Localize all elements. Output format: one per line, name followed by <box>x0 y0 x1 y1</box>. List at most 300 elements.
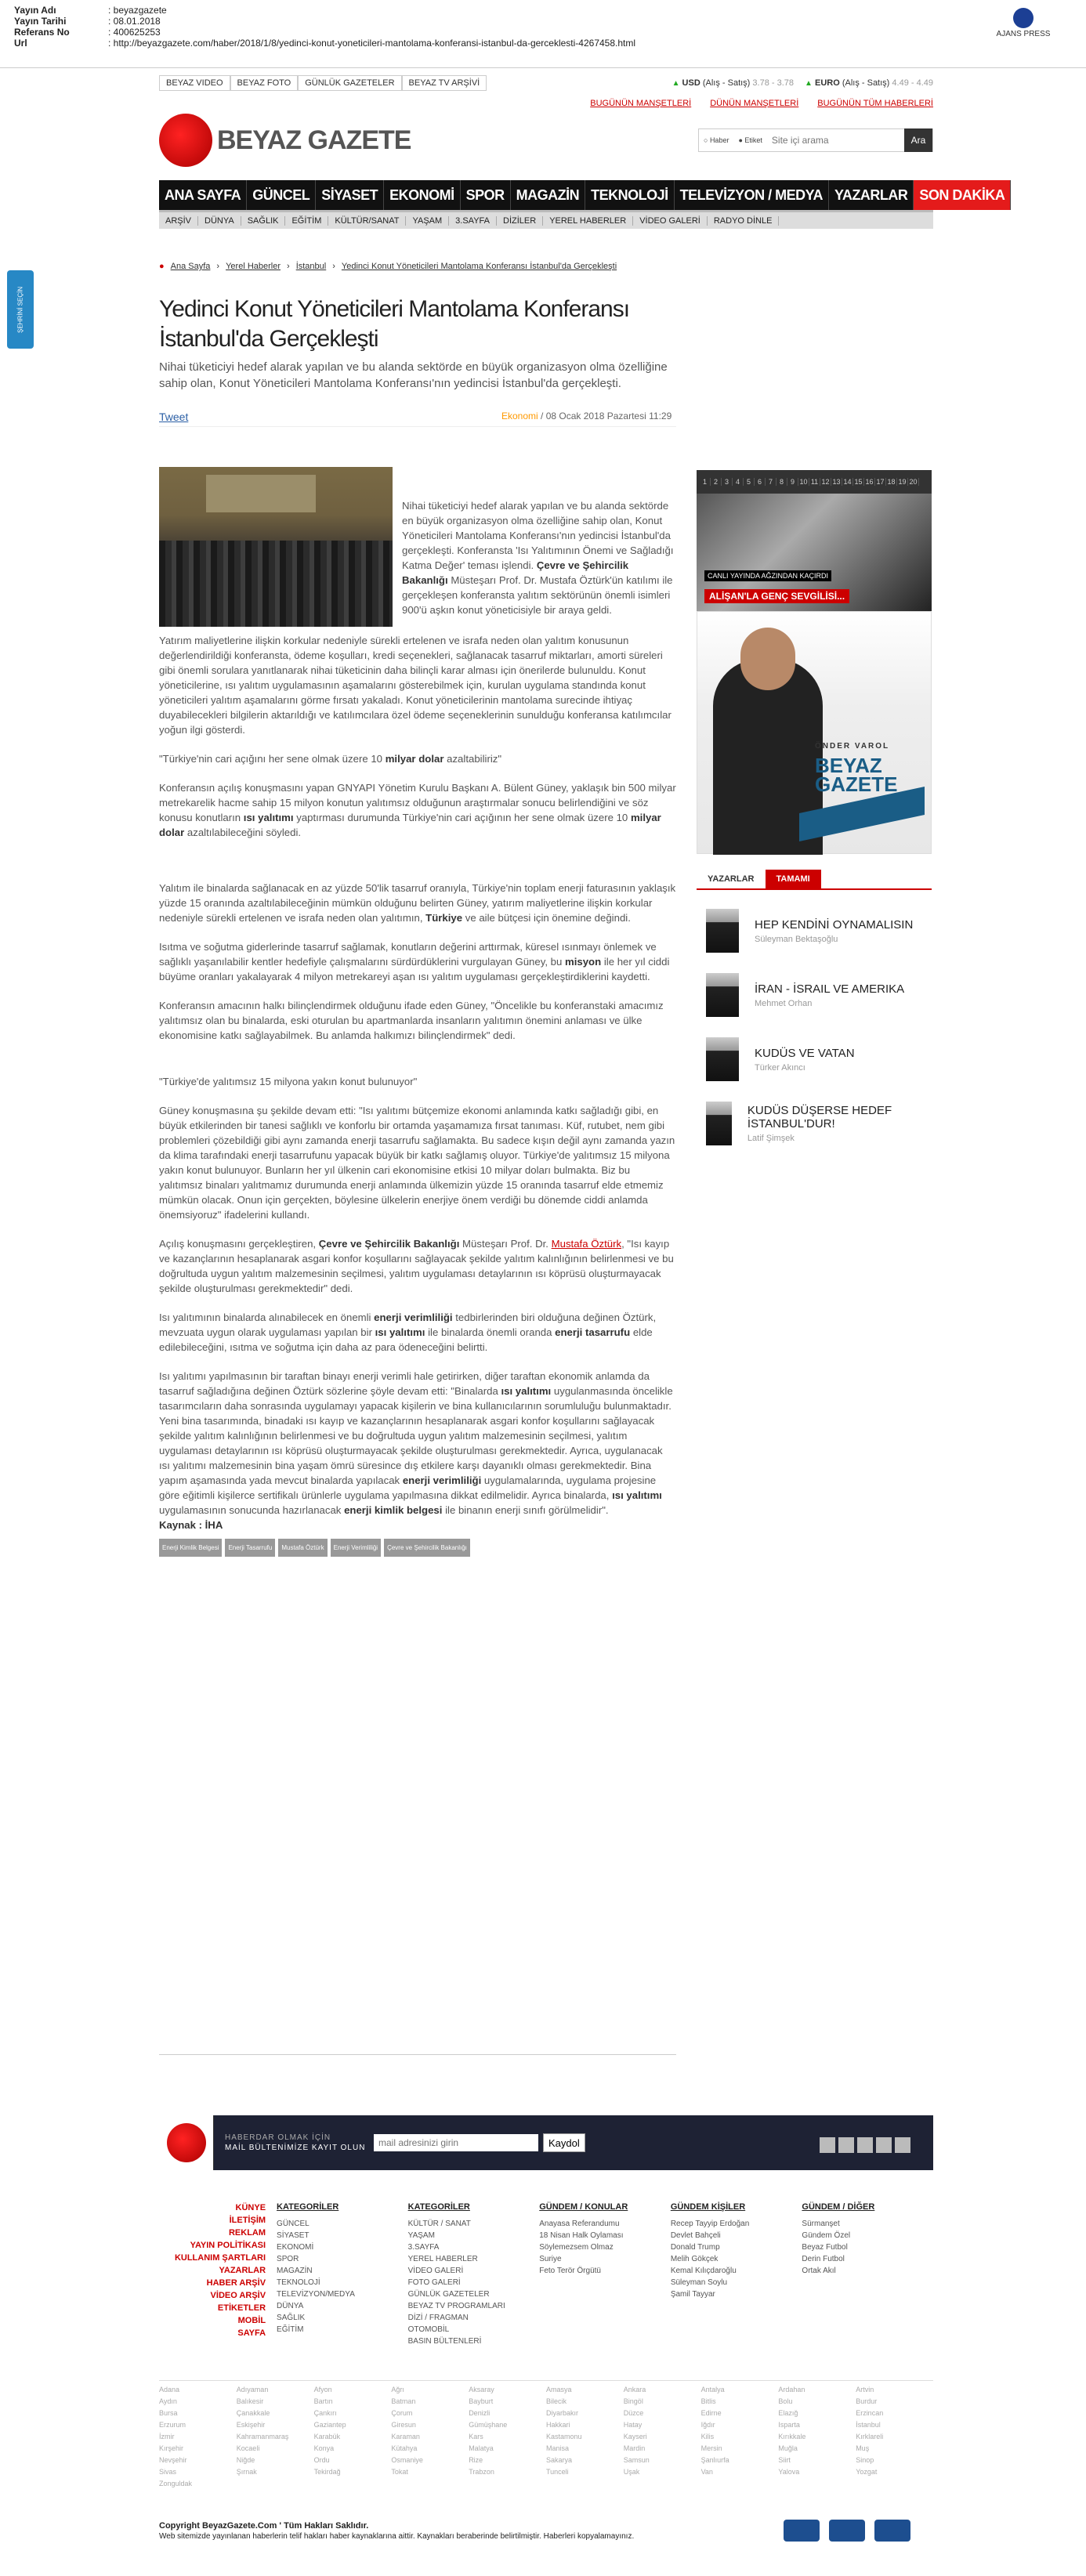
city-link[interactable]: Denizli <box>469 2409 491 2417</box>
city-link[interactable]: Sivas <box>159 2468 177 2476</box>
footer-col-heading[interactable]: KATEGORİLER <box>407 2202 470 2212</box>
city-link[interactable]: Ardahan <box>778 2386 805 2393</box>
footer-link[interactable]: SAYFA <box>237 2328 266 2338</box>
text: "Türkiye'nin cari açığını her sene olmak üzere 10 <box>159 753 383 765</box>
footer-col-link[interactable]: YEREL HABERLER <box>407 2255 478 2263</box>
footer-col-link[interactable]: DÜNYA <box>277 2302 304 2310</box>
footer-col-link[interactable]: FOTO GALERİ <box>407 2278 461 2287</box>
footer-col-link[interactable]: Donald Trump <box>670 2243 720 2252</box>
breadcrumb <box>159 262 617 271</box>
city-link[interactable]: Burdur <box>856 2397 878 2405</box>
city-link[interactable]: Kırklareli <box>856 2433 884 2440</box>
city-link[interactable]: Adana <box>159 2386 180 2393</box>
footer-columns <box>159 2202 933 2347</box>
footer-col-link[interactable]: Feto Terör Örgütü <box>539 2267 601 2275</box>
paragraph <box>159 939 676 984</box>
footer-col-link[interactable]: OTOMOBİL <box>407 2325 450 2334</box>
city-link[interactable]: Tekirdağ <box>313 2468 341 2476</box>
text: ile binalarda önemli oranda <box>428 1326 552 1338</box>
publish-date: / 08 Ocak 2018 Pazartesi 11:29 <box>541 411 672 421</box>
city-link[interactable]: Bingöl <box>623 2397 643 2405</box>
city-link[interactable]: Şanlıurfa <box>700 2456 729 2464</box>
footer-col-link[interactable]: KÜLTÜR / SANAT <box>407 2220 471 2228</box>
footer-col-link[interactable]: Anayasa Referandumu <box>539 2220 620 2228</box>
pager-item[interactable]: 19 <box>897 478 908 486</box>
footer-col-link[interactable]: 3.SAYFA <box>407 2243 440 2252</box>
footer-col-link[interactable]: TELEVİZYON/MEDYA <box>277 2290 355 2299</box>
text: ile her yıl ciddi büyüme oranları yakalayarak 4 milyon metrekareyi aşan ısı yalıtım uygulaması gerçekleştirdiklerini kaydetti. <box>159 956 670 982</box>
city-link[interactable]: Artvin <box>856 2386 874 2393</box>
newsletter-bar <box>159 2115 933 2170</box>
writer-item[interactable] <box>697 971 932 1018</box>
logo-ball-icon <box>167 2123 206 2162</box>
writer-title: KUDÜS VE VATAN <box>755 1046 855 1060</box>
footer-col-link[interactable]: Kemal Kılıçdaroğlu <box>670 2267 737 2275</box>
columnist-banner[interactable] <box>697 611 932 854</box>
writer-author: Mehmet Orhan <box>755 998 813 1008</box>
category-link[interactable]: Ekonomi <box>501 411 538 421</box>
pager-item[interactable]: 5 <box>744 478 755 486</box>
crumb-home[interactable]: Ana Sayfa <box>170 262 211 271</box>
text: uygulanmasında öncelikle tasarımcıların daha sonrasında uygulamayı yapacak kişilerin ve bina kullanıcılarının sorumluluğu bulunmaktadır. Yeni bina tasarımında, binadaki ısı kayıp ve kazançlarının hesaplanarak asgari konfor koşullarını sağlayacak şekilde yalıtım kalınlığının belirlenmesi ve bu doğrultuda uygun yalıtım malzemesinin seçilmesi, yalıtım uygulaması detaylarının ısı köprüsü oluşturmayacak şekilde oluşturulması gerekmektedir. Ayrıca, uygulanacak ısı yalıtımı malzemesinin bina yaşam ömrü süresince dış etkilere karşı dayanıklı olması gerekmektedir. Bina yapım aşamasında yada mevcut binalarda yapılacak <box>159 1385 673 1486</box>
footer-col-link[interactable]: Derin Futbol <box>802 2255 845 2263</box>
city-link[interactable]: Kastamonu <box>546 2433 582 2440</box>
city-link[interactable]: Bitlis <box>700 2397 716 2405</box>
bold-text: Türkiye <box>425 912 463 924</box>
city-link[interactable]: Çankırı <box>313 2409 337 2417</box>
arrow-up-icon: ▲ <box>672 79 680 88</box>
pager-item[interactable]: 11 <box>809 478 820 486</box>
city-link[interactable]: Ordu <box>313 2456 330 2464</box>
city-link[interactable]: Sinop <box>856 2456 874 2464</box>
city-link[interactable]: Trabzon <box>469 2468 494 2476</box>
city-link[interactable]: Afyon <box>313 2386 332 2393</box>
city-link[interactable]: Diyarbakır <box>546 2409 579 2417</box>
city-link[interactable]: Kars <box>469 2433 483 2440</box>
footer-link[interactable]: KULLANIM ŞARTLARI <box>174 2253 266 2263</box>
footer-col-link[interactable]: Melih Gökçek <box>670 2255 719 2263</box>
arrow-up-icon: ▲ <box>805 79 813 88</box>
footer-col-link[interactable]: SİYASET <box>277 2231 310 2240</box>
search-input[interactable] <box>767 129 904 151</box>
pager-item[interactable]: 9 <box>787 478 798 486</box>
tag[interactable]: Enerji Kimlik Belgesi <box>159 1539 222 1557</box>
subnav-3sayfa[interactable]: 3.SAYFA <box>449 216 497 226</box>
footer-col-link[interactable]: Süleyman Soylu <box>670 2278 728 2287</box>
subnav-egitim[interactable]: EĞİTİM <box>285 216 328 226</box>
text: elde edilebileceğini, ısıtma ve soğutma için daha az para ödeneceğini belirtti. <box>159 1326 653 1353</box>
subnav-video[interactable]: VİDEO GALERİ <box>633 216 708 226</box>
city-link[interactable]: Rize <box>469 2456 483 2464</box>
footer-col-link[interactable]: YAŞAM <box>407 2231 435 2240</box>
writer-item[interactable] <box>697 1036 932 1083</box>
pager-item[interactable]: 10 <box>798 478 809 486</box>
pager-item[interactable]: 6 <box>755 478 766 486</box>
headline-links <box>159 99 933 108</box>
nav-ekonomi[interactable]: EKONOMİ <box>384 180 461 210</box>
usd-label: USD <box>682 78 700 88</box>
footer-col-link[interactable]: GÜNLÜK GAZETELER <box>407 2290 490 2299</box>
footer-col-link[interactable]: MAGAZİN <box>277 2267 313 2275</box>
footer-col-link[interactable]: SAĞLIK <box>277 2314 306 2322</box>
footer-col-link[interactable]: EKONOMİ <box>277 2243 314 2252</box>
footer-link[interactable]: YAZARLAR <box>219 2266 266 2275</box>
avatar <box>706 909 739 953</box>
partner-logo[interactable] <box>784 2520 820 2542</box>
usd-rate <box>672 78 794 88</box>
pager-item[interactable]: 4 <box>733 478 744 486</box>
city-link[interactable]: Hatay <box>623 2421 643 2429</box>
writer-title: KUDÜS DÜŞERSE HEDEF İSTANBUL'DUR! <box>747 1104 892 1131</box>
writer-title: İRAN - İSRAIL VE AMERIKA <box>755 982 905 996</box>
city-link[interactable]: Çanakkale <box>236 2409 270 2417</box>
tag[interactable]: Mustafa Öztürk <box>278 1539 327 1557</box>
pager-item[interactable]: 20 <box>908 478 919 486</box>
partner-logo[interactable] <box>829 2520 865 2542</box>
subnav-saglik[interactable]: SAĞLIK <box>241 216 286 226</box>
footer-col <box>671 2202 802 2347</box>
city-link[interactable]: Kütahya <box>391 2444 418 2452</box>
text: , "Isı kayıp ve kazançlarının hesaplanarak asgari konfor koşullarını sağlayacak şekilde yalıtım kalınlığının belirlenmesi ve bu doğrultuda uygun yalıtım malzemesinin seçilmesi, yalıtım uygulaması detaylarının ısı köprüsü oluşturmayacak şekilde oluşturulması gerekmektedir" dedi. <box>159 1238 674 1294</box>
opt-label: Etiket <box>744 136 762 144</box>
city-link[interactable]: Bilecik <box>546 2397 567 2405</box>
footer-col-heading[interactable]: GÜNDEM / DİĞER <box>802 2202 875 2212</box>
city-link[interactable]: Adıyaman <box>236 2386 269 2393</box>
city-link[interactable]: Ağrı <box>391 2386 404 2393</box>
twitter-icon[interactable] <box>820 2137 835 2153</box>
city-link[interactable]: Amasya <box>546 2386 572 2393</box>
crumb-sep: › <box>216 262 220 271</box>
city-link[interactable]: Kahramanmaraş <box>236 2433 289 2440</box>
footer-col-heading[interactable]: GÜNDEM / KONULAR <box>539 2202 628 2212</box>
paragraph <box>159 1310 676 1355</box>
city-link[interactable]: Düzce <box>623 2409 644 2417</box>
city-link[interactable]: Mersin <box>700 2444 722 2452</box>
city-link[interactable]: Balıkesir <box>236 2397 264 2405</box>
city-link[interactable]: Uşak <box>623 2468 640 2476</box>
rss-icon[interactable] <box>895 2137 910 2153</box>
footer-col-link[interactable]: Sürmanşet <box>802 2220 840 2228</box>
footer-link[interactable]: REKLAM <box>228 2228 266 2238</box>
search-button[interactable]: Ara <box>904 128 932 152</box>
city-link[interactable]: Siirt <box>778 2456 791 2464</box>
subnav-yasam[interactable]: YAŞAM <box>406 216 449 226</box>
city-link[interactable]: Karabük <box>313 2433 341 2440</box>
youtube-icon[interactable] <box>876 2137 892 2153</box>
text: Nihai tüketiciyi hedef alarak yapılan ve bu alanda sektörde en büyük organizasyon olma özelliğine sahip olan, Konut Yöneticileri Mantolama Konferansı'nın yedincisi İstanbul'da gerçekleşti. Konferansta 'Isı Yalıtımının Önemi ve Sağladığı Katma Değer' teması işlendi. <box>402 500 674 571</box>
text: Müsteşarı Prof. Dr. Mustafa Öztürk'ün katılımı ile gerçekleşen konferansta yalıtım sektörünün önemli isimleri 900'ü aşkın konut yöneticisiyle bir araya geldi. <box>402 574 673 616</box>
article-body <box>159 467 676 1557</box>
tag[interactable]: Çevre ve Şehircilik Bakanlığı <box>384 1539 470 1557</box>
paragraph <box>159 1369 676 1518</box>
nav-spor[interactable]: SPOR <box>461 180 511 210</box>
text: Açılış konuşmasını gerçekleştiren, <box>159 1238 317 1250</box>
city-link[interactable]: Isparta <box>778 2421 800 2429</box>
footer-col-link[interactable]: BEYAZ TV PROGRAMLARI <box>407 2302 505 2310</box>
city-link[interactable]: Kırıkkale <box>778 2433 806 2440</box>
city-link[interactable]: Zonguldak <box>159 2480 193 2487</box>
city-link[interactable]: Mardin <box>623 2444 646 2452</box>
bold-text: ısı yalıtımı <box>243 812 294 823</box>
link-tum-haberler[interactable]: BUGÜNÜN TÜM HABERLERİ <box>817 99 933 108</box>
nav-teknoloji[interactable]: TEKNOLOJİ <box>585 180 675 210</box>
text: azaltabiliriz" <box>447 753 502 765</box>
city-link[interactable]: Giresun <box>391 2421 416 2429</box>
text: uygulamasının sonucunda hazırlanacak <box>159 1504 342 1516</box>
city-select-tab[interactable]: ŞEHRİNİ SEÇİN <box>7 270 34 349</box>
city-link[interactable]: Aydın <box>159 2397 177 2405</box>
social-links <box>820 2137 910 2153</box>
subnav-yerel[interactable]: YEREL HABERLER <box>543 216 633 226</box>
nav-siyaset[interactable]: SİYASET <box>316 180 384 210</box>
copyright <box>159 2521 634 2542</box>
city-link[interactable]: Erzincan <box>856 2409 884 2417</box>
footer-link[interactable]: KÜNYE <box>235 2203 266 2212</box>
crumb-yerel[interactable]: Yerel Haberler <box>226 262 281 271</box>
city-link[interactable]: Kayseri <box>623 2433 647 2440</box>
city-link[interactable]: Kırşehir <box>159 2444 184 2452</box>
footer-link[interactable]: ETİKETLER <box>217 2303 266 2313</box>
footer-col-link[interactable]: BASIN BÜLTENLERİ <box>407 2337 482 2346</box>
top-link-foto[interactable]: BEYAZ FOTO <box>230 75 299 91</box>
city-link[interactable]: Nevşehir <box>159 2456 187 2464</box>
city-link[interactable]: Edirne <box>700 2409 722 2417</box>
footer-logo[interactable] <box>159 2115 214 2170</box>
footer-col-link[interactable]: DİZİ / FRAGMAN <box>407 2314 469 2322</box>
meta-value: : beyazgazete <box>108 5 167 16</box>
city-link[interactable]: Antalya <box>700 2386 725 2393</box>
writer-item[interactable] <box>697 1100 932 1147</box>
footer-link[interactable]: HABER ARŞİV <box>206 2278 266 2288</box>
text: uygulamalarında, uygulama projesine göre eğitimli kişilerce sertifikalı ürünlerle uygulama yapılmasına dikkat edilmelidir. Ayrıca binalarda, <box>159 1474 657 1501</box>
pager-item[interactable]: 13 <box>831 478 842 486</box>
city-link[interactable]: Konya <box>313 2444 335 2452</box>
text: Isı yalıtımının binalarda alınabilecek en önemli <box>159 1312 371 1323</box>
crumb-istanbul[interactable]: İstanbul <box>295 262 327 271</box>
city-link[interactable]: Manisa <box>546 2444 570 2452</box>
crumb-current[interactable]: Yedinci Konut Yöneticileri Mantolama Konferansı İstanbul'da Gerçekleşti <box>341 262 617 271</box>
city-link[interactable]: İstanbul <box>856 2421 881 2429</box>
meta-key: Referans No <box>14 27 70 38</box>
city-link[interactable]: Muğla <box>778 2444 798 2452</box>
city-link[interactable]: Tokat <box>391 2468 408 2476</box>
writer-item[interactable] <box>697 907 932 954</box>
text: ve aile bütçesi için önemine değindi. <box>465 912 631 924</box>
city-link[interactable]: Malatya <box>469 2444 494 2452</box>
city-link[interactable]: Bursa <box>159 2409 178 2417</box>
bold-text: milyar dolar <box>385 753 444 765</box>
link-bugun-mansetler[interactable]: BUGÜNÜN MANŞETLERİ <box>590 99 692 108</box>
paragraph: Güney konuşmasına şu şekilde devam etti: "Isı yalıtımı bütçemize ekonomi anlamında katkı sağladığı gibi, en büyük etkilerinden bir tanesi sağlıklı ve konforlu bir ortamda yaşamamıza fırsat tanıması. Küf, rutubet, nem gibi problemleri çözebildiği gibi aynı zamanda enerji tasarrufu sağlamakta. Bu sadece kışın değil aynı zamanda yazın da klima tarafındaki enerji tasarrufunu yapacak büyük bir katkı sağlamış oluyor. Türkiye'de yalıtımsız 15 milyona yakın konut bulunuyor. Bunların her yıl ülkenin cari ekonomisine etkisi 10 milyar doları bulmakta. Biz bu yalıtımsız binaları yalıtmamız durumunda enerji anlamında ülkemizin yüzde 15 oranında tasarruf elde etmemiz mümkün olacak. Onun için gerçekten, böylesine ülkelerin enerjiye önem verdiği bu dönemde ciddi anlamda önemsiyoruz" ifadelerini kullandı. <box>159 1105 675 1221</box>
eur-value: 4.49 - 4.49 <box>892 78 933 88</box>
top-link-gazeteler[interactable]: GÜNLÜK GAZETELER <box>298 75 401 91</box>
site-logo[interactable] <box>159 114 411 167</box>
city-link[interactable]: Niğde <box>236 2456 255 2464</box>
footer-col-link[interactable]: Recep Tayyip Erdoğan <box>670 2220 750 2228</box>
city-link[interactable]: Aksaray <box>469 2386 494 2393</box>
text: Isıtma ve soğutma giderlerinde tasarruf sağlamak, konutların değerini arttırmak, küresel ısınmayı önlemek ve sağlıklı yaşanılabilir kentler hedefiyle çalışmalarını sürdürdüklerini vurgulayan Güney, bu <box>159 941 657 968</box>
city-link[interactable]: Kilis <box>700 2433 715 2440</box>
tweet-button[interactable]: Tweet <box>159 411 189 423</box>
footer-col-link[interactable]: 18 Nisan Halk Oylaması <box>539 2231 624 2240</box>
subnav-diziler[interactable]: DİZİLER <box>497 216 543 226</box>
link-dun-mansetler[interactable]: DÜNÜN MANŞETLERİ <box>710 99 799 108</box>
tab-tamami[interactable]: TAMAMI <box>766 870 821 888</box>
partner-logo[interactable] <box>874 2520 910 2542</box>
usd-note: (Alış - Satış) <box>702 78 751 88</box>
city-link[interactable]: Yalova <box>778 2468 800 2476</box>
footer-col-link[interactable]: TEKNOLOJİ <box>277 2278 320 2287</box>
bold-text: ısı yalıtımı <box>501 1385 552 1397</box>
footer-link[interactable]: MOBİL <box>237 2316 266 2325</box>
text: Müsteşarı Prof. Dr. <box>462 1238 548 1250</box>
gallery-slide[interactable] <box>697 494 932 611</box>
pager-item[interactable]: 16 <box>864 478 875 486</box>
city-link[interactable]: Çorum <box>391 2409 413 2417</box>
search-option-haber[interactable]: ○ Haber <box>704 136 729 144</box>
facebook-icon[interactable] <box>838 2137 854 2153</box>
pager-item[interactable]: 15 <box>853 478 864 486</box>
banner-name: ÖNDER VAROL <box>815 742 890 751</box>
footer-col <box>802 2202 933 2347</box>
subnav-kultur[interactable]: KÜLTÜR/SANAT <box>328 216 406 226</box>
crumb-sep: › <box>287 262 290 271</box>
city-link[interactable]: Iğdır <box>700 2421 715 2429</box>
city-link[interactable]: Batman <box>391 2397 416 2405</box>
text: ile binanın enerji sınıfı görülmelidir". <box>445 1504 609 1516</box>
divider <box>159 426 676 427</box>
paragraph <box>159 780 676 840</box>
city-link[interactable]: Şırnak <box>236 2468 257 2476</box>
footer-col-link[interactable]: GÜNCEL <box>277 2220 310 2228</box>
city-link[interactable]: Elazığ <box>778 2409 798 2417</box>
bold-text: enerji verimliliği <box>374 1312 453 1323</box>
footer-col-heading[interactable]: GÜNDEM KİŞİLER <box>670 2202 746 2212</box>
subnav-arsiv[interactable]: ARŞİV <box>159 216 198 226</box>
city-link[interactable]: Osmaniye <box>391 2456 423 2464</box>
meta-url: : http://beyazgazete.com/haber/2018/1/8/yedinci-konut-yoneticileri-mantolama-konferansi-istanbul-da-gerceklesti-4267458.html <box>108 38 636 49</box>
top-link-tv-arsiv[interactable]: BEYAZ TV ARŞİVİ <box>402 75 487 91</box>
city-link[interactable]: Samsun <box>623 2456 650 2464</box>
pager-item[interactable]: 3 <box>722 478 733 486</box>
footer-col-link[interactable]: Gündem Özel <box>802 2231 851 2240</box>
bold-text: ısı yalıtımı <box>612 1489 662 1501</box>
eur-label: EURO <box>814 78 840 88</box>
city-link[interactable]: Karaman <box>391 2433 420 2440</box>
footer-col-link[interactable]: VİDEO GALERİ <box>407 2267 464 2275</box>
slide-title: ALİŞAN'LA GENÇ SEVGİLİSİ... <box>704 589 849 603</box>
footer-col-link[interactable]: Söylemezsem Olmaz <box>539 2243 614 2252</box>
main-nav <box>159 180 1005 210</box>
city-link[interactable]: Sakarya <box>546 2456 573 2464</box>
copyright-note: Web sitemizde yayınlanan haberlerin telif hakları haber kaynaklarına aittir. Kaynakları beraberinde belirtilmiştir. Haberleri kopyalamayınız. <box>159 2532 635 2541</box>
pager-item[interactable]: 17 <box>875 478 886 486</box>
footer-col-link[interactable]: Ortak Akıl <box>802 2267 836 2275</box>
top-link-video[interactable]: BEYAZ VIDEO <box>159 75 230 91</box>
city-link[interactable]: Tunceli <box>546 2468 569 2476</box>
tag[interactable]: Enerji Tasarrufu <box>225 1539 275 1557</box>
bold-text: Çevre ve Şehircilik Bakanlığı <box>402 559 629 586</box>
city-link[interactable]: Kocaeli <box>236 2444 260 2452</box>
person-link[interactable]: Mustafa Öztürk <box>551 1238 622 1250</box>
logo-ball-icon <box>159 114 212 167</box>
tag[interactable]: Enerji Verimliliği <box>331 1539 381 1557</box>
nav-televizyon[interactable]: TELEVİZYON / MEDYA <box>675 180 829 210</box>
city-link[interactable]: Ankara <box>623 2386 646 2393</box>
city-link[interactable]: Bayburt <box>469 2397 494 2405</box>
nav-ana-sayfa[interactable]: ANA SAYFA <box>159 180 247 210</box>
footer-link[interactable]: VİDEO ARŞİV <box>210 2291 266 2300</box>
footer-col <box>277 2202 408 2347</box>
copyright-line: Copyright BeyazGazete.Com ' Tüm Hakları Saklıdır. <box>159 2521 369 2531</box>
newsletter-submit-button[interactable]: Kaydol <box>543 2133 585 2152</box>
pager-item[interactable]: 18 <box>886 478 897 486</box>
nav-yazarlar[interactable]: YAZARLAR <box>829 180 914 210</box>
city-link[interactable]: Erzurum <box>159 2421 186 2429</box>
footer-link[interactable]: YAYIN POLİTİKASI <box>190 2241 266 2250</box>
city-link[interactable]: Bolu <box>778 2397 793 2405</box>
ajans-logo-icon <box>1013 8 1034 28</box>
meta-key: Url <box>14 38 27 49</box>
city-link[interactable]: Gümüşhane <box>469 2421 508 2429</box>
slide-subtitle: CANLI YAYINDA AĞZINDAN KAÇIRDI <box>704 570 831 581</box>
city-link[interactable]: Muş <box>856 2444 870 2452</box>
footer-col-heading[interactable]: KATEGORİLER <box>277 2202 339 2212</box>
article-source: Kaynak : İHA <box>159 1519 223 1531</box>
footer-col-link[interactable]: Devlet Bahçeli <box>670 2231 721 2240</box>
subnav-radyo[interactable]: RADYO DİNLE <box>708 216 780 226</box>
nav-magazin[interactable]: MAGAZİN <box>511 180 586 210</box>
pager-item[interactable]: 2 <box>711 478 722 486</box>
city-link[interactable]: Yozgat <box>856 2468 878 2476</box>
meta-value: : 400625253 <box>108 27 161 38</box>
paragraph <box>159 881 676 925</box>
pager-item[interactable]: 14 <box>842 478 853 486</box>
footer-col-link[interactable]: EĞİTİM <box>277 2325 304 2334</box>
tab-yazarlar[interactable]: YAZARLAR <box>708 874 755 884</box>
sub-nav <box>159 210 933 229</box>
city-link[interactable]: Van <box>700 2468 713 2476</box>
footer-col-link[interactable]: SPOR <box>277 2255 299 2263</box>
text: Isı yalıtımı yapılmasının bir taraftan binayı enerji verimli hale getirirken, diğer taraftan ekonomik anlamda da tasarruf sağladığına değinen Öztürk sözlerine şöyle devam etti: "Binalarda <box>159 1370 650 1397</box>
google-plus-icon[interactable] <box>857 2137 873 2153</box>
newsletter-email-input[interactable] <box>374 2134 538 2151</box>
search-option-etiket[interactable]: ● Etiket <box>738 136 762 144</box>
newsletter-text <box>225 2133 366 2153</box>
currency-rates <box>672 78 933 88</box>
text: yaptırması durumunda Türkiye'nin cari açığının her sene olmak üzere 10 <box>296 812 628 823</box>
footer-col-link[interactable]: Suriye <box>539 2255 562 2263</box>
footer-link[interactable]: İLETİŞİM <box>229 2216 266 2225</box>
pager-item[interactable]: 1 <box>700 478 711 486</box>
subnav-dunya[interactable]: DÜNYA <box>198 216 241 226</box>
city-link[interactable]: Gaziantep <box>313 2421 346 2429</box>
pager-item[interactable]: 12 <box>820 478 831 486</box>
divider <box>0 67 1086 68</box>
footer-col-link[interactable]: Beyaz Futbol <box>802 2243 848 2252</box>
pager-item[interactable]: 7 <box>766 478 776 486</box>
city-link[interactable]: Eskişehir <box>236 2421 266 2429</box>
city-link[interactable]: Bartın <box>313 2397 333 2405</box>
nav-guncel[interactable]: GÜNCEL <box>247 180 316 210</box>
city-link[interactable]: İzmir <box>159 2433 175 2440</box>
text: Konferansın açılış konuşmasını yapan GNYAPI Yönetim Kurulu Başkanı A. Bülent Güney, yaklaşık bin 500 milyar metrekarelik hacme sahip 15 milyon konutun yalıtımsız olduğunun araştırmalar sonucu belirlendiğini ve söz konusu konutların <box>159 782 676 823</box>
footer-col-link[interactable]: Şamil Tayyar <box>670 2290 715 2299</box>
pager-item[interactable]: 8 <box>776 478 787 486</box>
city-link[interactable]: Hakkari <box>546 2421 570 2429</box>
eur-rate <box>805 78 933 88</box>
nav-son-dakika[interactable]: SON DAKİKA <box>914 180 1011 210</box>
